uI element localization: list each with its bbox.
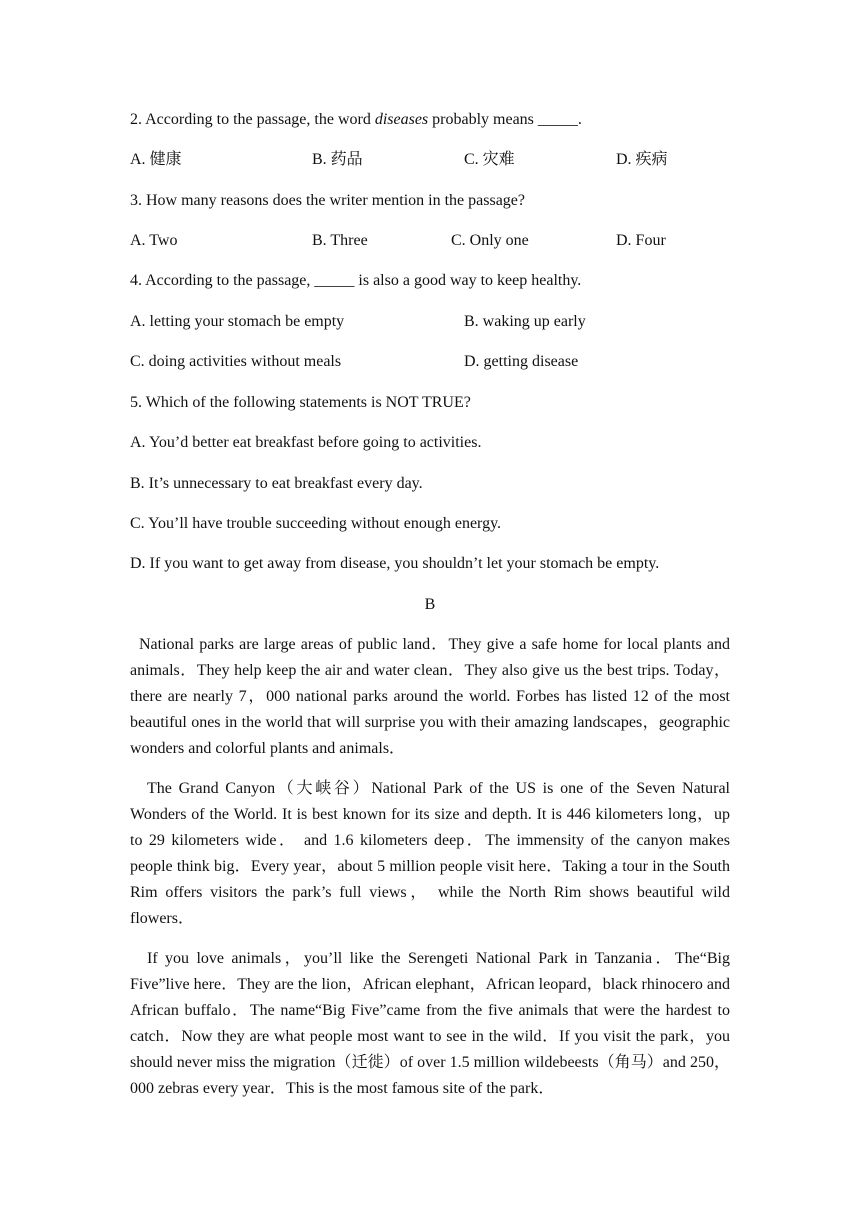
paragraph-national-parks: National parks are large areas of public land．They give a safe home for local plants and animals．They help keep the air and water clean．They also give us the best trips. Today，there are nearly 7，000 national parks around the world. Forbes has listed 12 of the most beautiful ones in the world that will surprise you with their amazing landscapes，geographic wonders and colorful plants and animals． xyxy=(130,636,730,757)
q2-option-a: A. 健康 xyxy=(130,151,182,168)
q3-option-a: A. Two xyxy=(130,232,178,249)
q5-option-a: A. You’d better eat breakfast before going to activities. xyxy=(130,434,482,451)
q2-option-c: C. 灾难 xyxy=(464,151,515,168)
q4-option-d: D. getting disease xyxy=(464,353,579,370)
q3-option-b: B. Three xyxy=(312,232,368,249)
q2-option-d: D. 疾病 xyxy=(616,151,668,168)
question-2-suffix: probably means _____. xyxy=(428,111,582,128)
q2-option-b: B. 药品 xyxy=(312,151,363,168)
question-4: 4. According to the passage, _____ is also a good way to keep healthy. xyxy=(130,272,582,289)
question-2-keyword: diseases xyxy=(374,111,429,128)
question-3: 3. How many reasons does the writer mention in the passage? xyxy=(130,192,526,209)
q4-option-a: A. letting your stomach be empty xyxy=(130,313,345,330)
q5-option-b: B. It’s unnecessary to eat breakfast every day. xyxy=(130,475,423,492)
q3-option-c: C. Only one xyxy=(451,232,529,249)
question-2-prefix: 2. According to the passage, the word xyxy=(130,111,375,128)
q5-option-d: D. If you want to get away from disease, you shouldn’t let your stomach be empty. xyxy=(130,555,660,572)
paragraph-grand-canyon: The Grand Canyon（大峡谷）National Park of the US is one of the Seven Natural Wonders of the World. It is best known for its size and depth. It is 446 kilometers long，up to 29 kilometers wide． and 1.6 kilometers deep．The immensity of the canyon makes people think big．Every year，about 5 million people visit here．Taking a tour in the South Rim offers visitors the park’s full views， while the North Rim shows beautiful wild flowers． xyxy=(130,780,730,927)
q4-option-c: C. doing activities without meals xyxy=(130,353,342,370)
q3-option-d: D. Four xyxy=(616,232,666,249)
question-2 xyxy=(130,110,582,130)
q5-option-c: C. You’ll have trouble succeeding without enough energy. xyxy=(130,515,502,532)
section-heading: B xyxy=(424,596,436,613)
question-5: 5. Which of the following statements is NOT TRUE? xyxy=(130,394,471,411)
q4-option-b: B. waking up early xyxy=(464,313,586,330)
paragraph-serengeti: If you love animals，you’ll like the Serengeti National Park in Tanzania．The“Big Five”live here．They are the lion，African elephant，African leopard，black rhinocero and African buffalo．The name“Big Five”came from the five animals that were the hardest to catch．Now they are what people most want to see in the wild．If you visit the park，you should never miss the migration（迁徙）of over 1.5 million wildebeests（角马）and 250，000 zebras every year．This is the most famous site of the park． xyxy=(130,950,730,1097)
